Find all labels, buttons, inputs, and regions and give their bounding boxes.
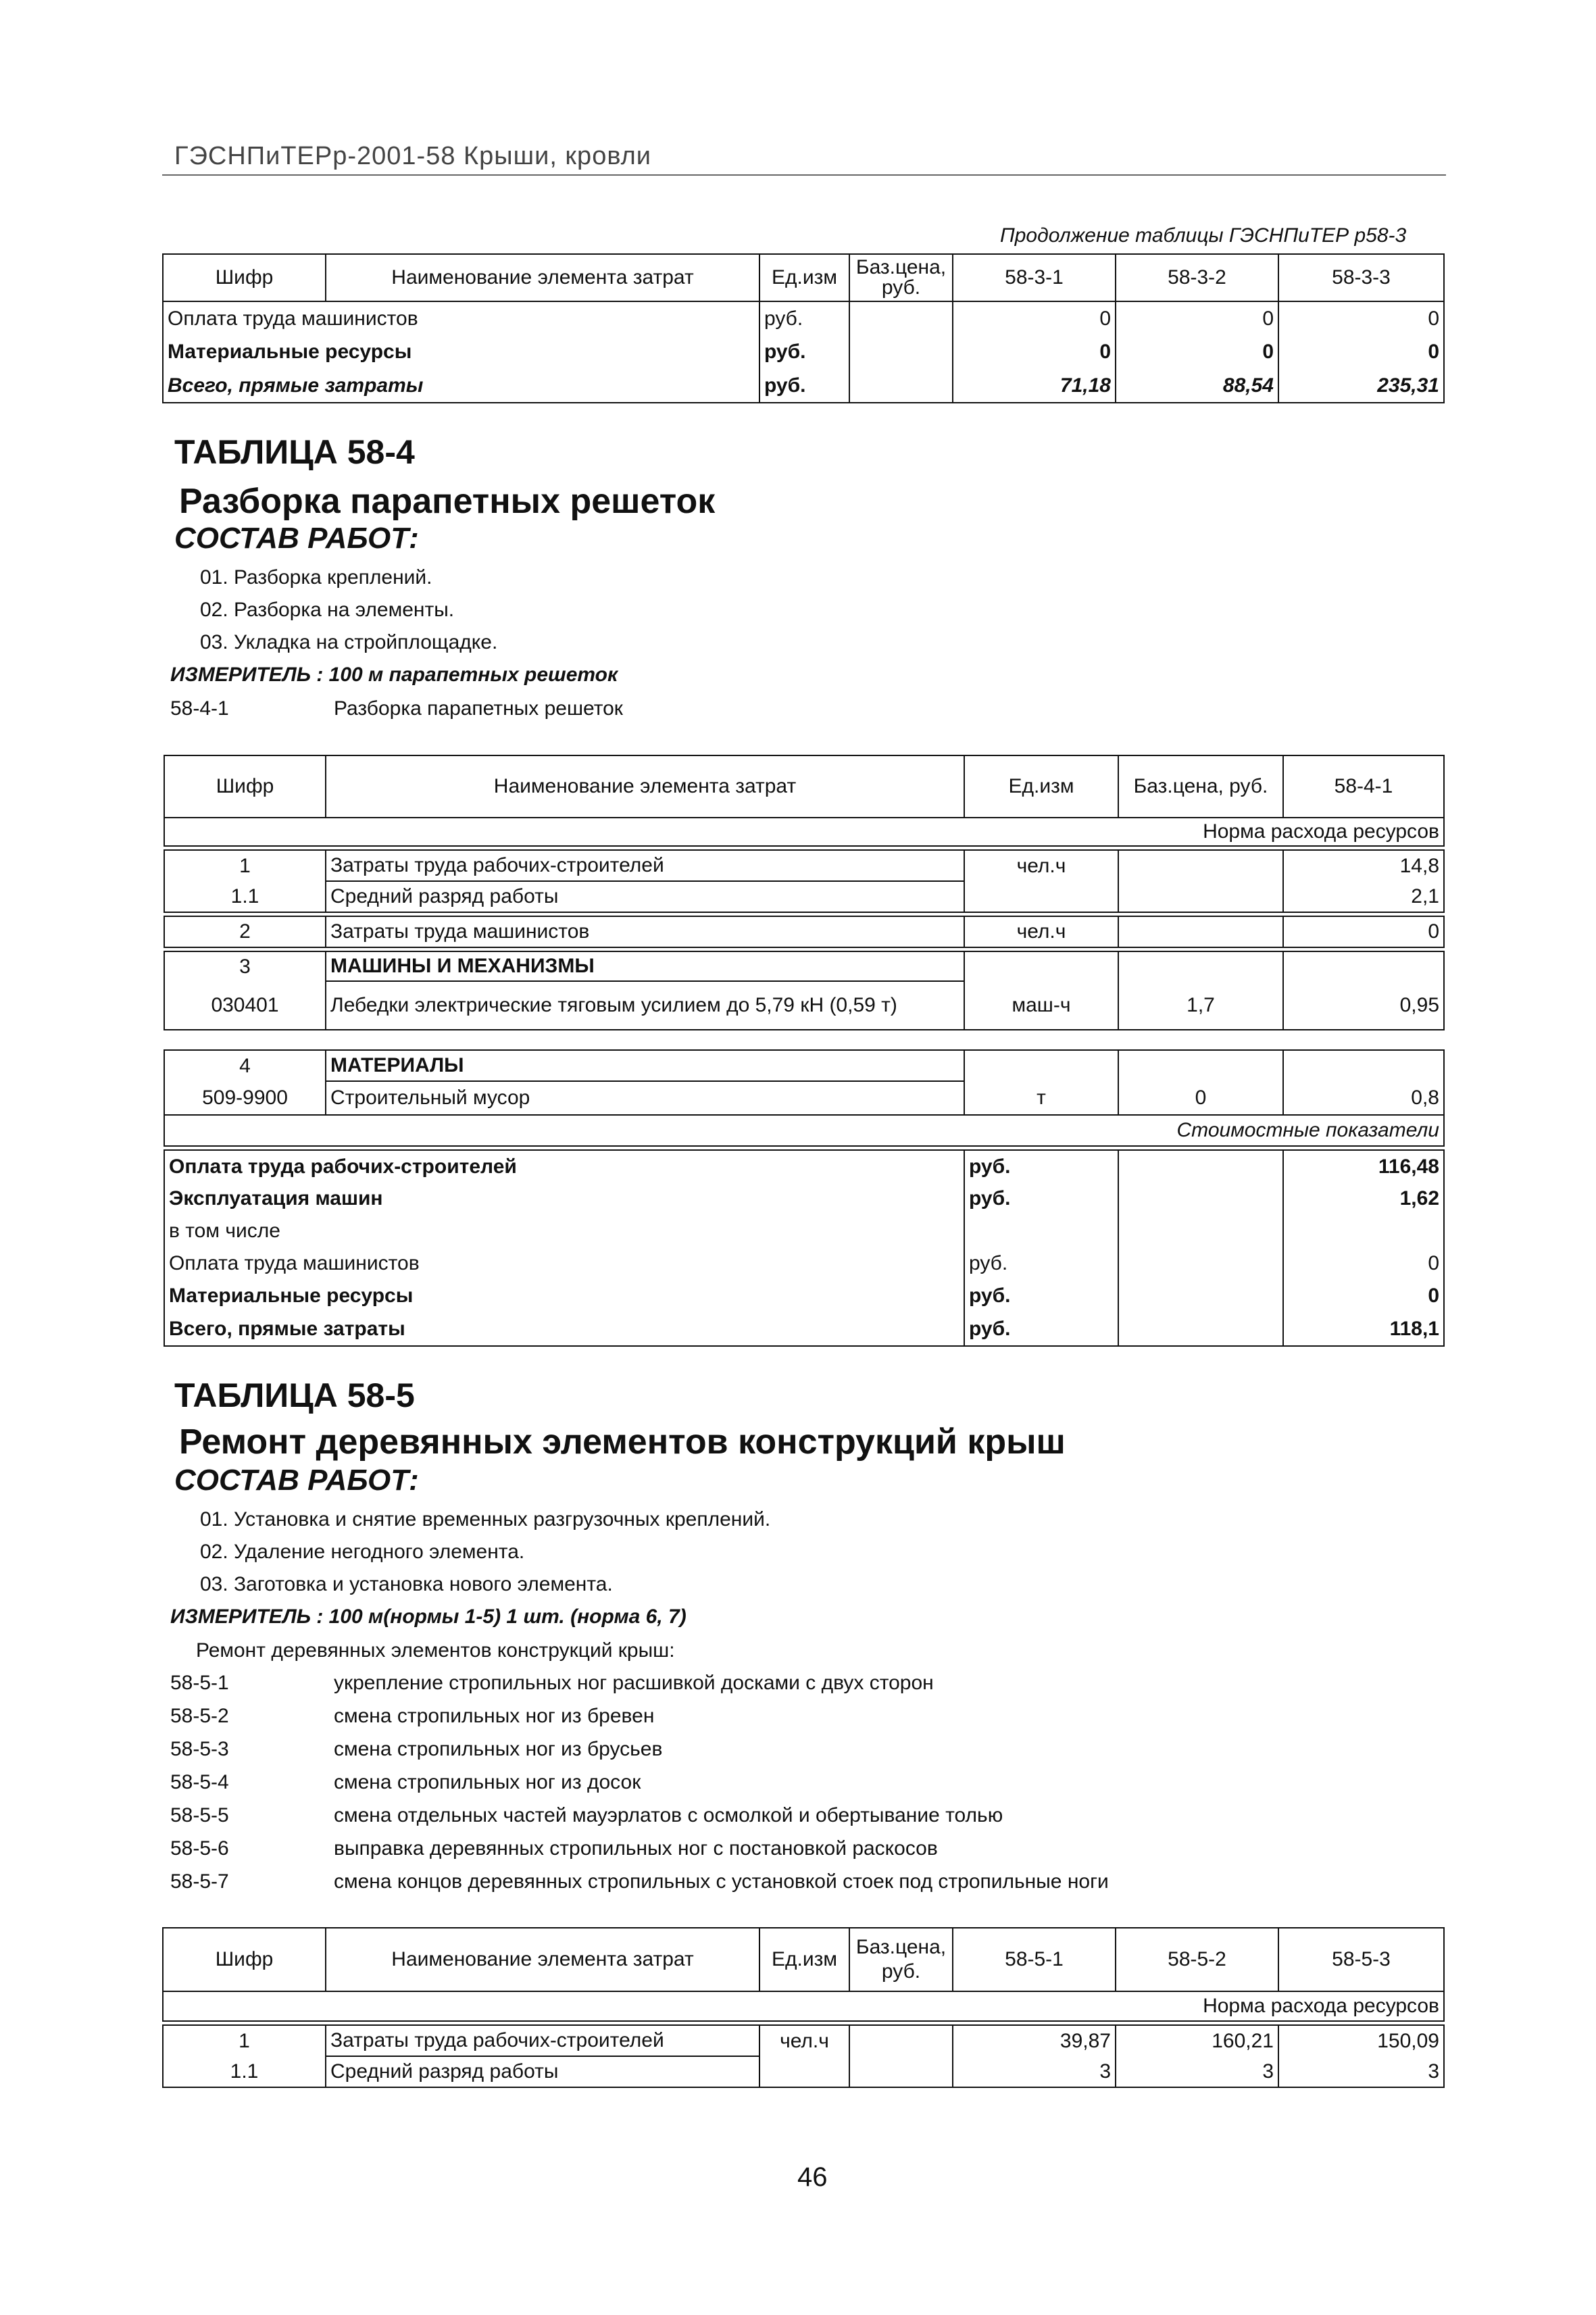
row-value: 160,21 (1116, 2025, 1278, 2056)
row-code: 1.1 (164, 881, 326, 912)
table-58-4 (164, 755, 1445, 1347)
col-unit: Ед.изм (759, 254, 849, 301)
row-price (1118, 850, 1283, 881)
row-price (1118, 1215, 1283, 1247)
row-unit (964, 881, 1118, 912)
row-value: 0 (953, 335, 1116, 369)
code-item: 58-5-4 (170, 1771, 229, 1793)
table-row (164, 1150, 1444, 1183)
row-price: 1,7 (1118, 981, 1283, 1030)
code-item: 58-5-3 (170, 1738, 229, 1760)
row-code: 1 (164, 850, 326, 881)
table-row (164, 1247, 1444, 1280)
table-header-row (164, 755, 1444, 818)
measure-unit: ИЗМЕРИТЕЛЬ : 100 м парапетных решеток (170, 664, 618, 686)
table-header-row (163, 1928, 1444, 1991)
table-header-row (163, 254, 1444, 301)
table-row (164, 916, 1444, 947)
row-unit (759, 2056, 849, 2087)
row-unit: руб. (964, 1312, 1118, 1346)
cost-label-row (164, 1115, 1444, 1146)
table-row (163, 369, 1444, 403)
page-number: 46 (797, 2162, 828, 2192)
row-unit (964, 951, 1118, 981)
row-price (1118, 1183, 1283, 1215)
col-58-3-1: 58-3-1 (953, 254, 1116, 301)
row-code: 1 (163, 2025, 326, 2056)
work-item: 02. Удаление негодного элемента. (200, 1541, 525, 1563)
row-price (1118, 951, 1283, 981)
table-row (164, 981, 1444, 1030)
row-value: 3 (953, 2056, 1116, 2087)
row-value (1283, 1215, 1444, 1247)
code-item-name: укрепление стропильных ног расшивкой досками с двух сторон (334, 1672, 934, 1694)
norm-label-row (164, 818, 1444, 846)
col-58-5-1: 58-5-1 (953, 1928, 1116, 1991)
row-price (849, 369, 953, 403)
row-name: Строительный мусор (326, 1081, 964, 1115)
row-name: Затраты труда машинистов (326, 916, 964, 947)
code-item: 58-5-7 (170, 1870, 229, 1893)
col-58-3-3: 58-3-3 (1278, 254, 1444, 301)
row-value: 0 (1283, 1280, 1444, 1312)
row-value: 3 (1116, 2056, 1278, 2087)
table-row (164, 1050, 1444, 1081)
table-title: Ремонт деревянных элементов конструкций крыш (179, 1422, 1066, 1462)
row-code: 3 (164, 951, 326, 981)
work-item: 01. Установка и снятие временных разгрузочных креплений. (200, 1508, 771, 1530)
table-row (164, 850, 1444, 881)
row-price (1118, 1050, 1283, 1081)
row-code: 030401 (164, 981, 326, 1030)
norm-label-row (163, 1991, 1444, 2021)
row-price (849, 2025, 953, 2056)
table-continuation-note: Продолжение таблицы ГЭСНПиТЕР р58-3 (1000, 224, 1407, 247)
row-unit: руб. (759, 369, 849, 403)
cost-label: Стоимостные показатели (164, 1115, 1444, 1146)
code-item-name: смена отдельных частей мауэрлатов с осмолкой и обертывание толью (334, 1804, 1003, 1826)
row-value: 0 (1283, 1247, 1444, 1280)
col-shifr: Шифр (164, 755, 326, 818)
row-value: 0,8 (1283, 1081, 1444, 1115)
row-unit: т (964, 1081, 1118, 1115)
work-item: 01. Разборка креплений. (200, 566, 432, 589)
code-item-name: смена стропильных ног из бревен (334, 1705, 655, 1727)
row-price: 0 (1118, 1081, 1283, 1115)
table-row (164, 1183, 1444, 1215)
col-name: Наименование элемента затрат (326, 755, 964, 818)
row-value: 0 (1116, 335, 1278, 369)
code-item-name: смена стропильных ног из брусьев (334, 1738, 663, 1760)
col-shifr: Шифр (163, 1928, 326, 1991)
col-58-3-2: 58-3-2 (1116, 254, 1278, 301)
row-value: 0 (1278, 335, 1444, 369)
row-name: МАШИНЫ И МЕХАНИЗМЫ (326, 951, 964, 981)
sostav-heading: СОСТАВ РАБОТ: (174, 522, 419, 555)
code-item: 58-5-2 (170, 1705, 229, 1727)
row-unit: руб. (964, 1247, 1118, 1280)
table-row (164, 1280, 1444, 1312)
row-value: 14,8 (1283, 850, 1444, 881)
row-name: Эксплуатация машин (164, 1183, 964, 1215)
row-value (1283, 1050, 1444, 1081)
col-58-5-3: 58-5-3 (1278, 1928, 1444, 1991)
row-price (1118, 1312, 1283, 1346)
row-code: 2 (164, 916, 326, 947)
row-unit: чел.ч (964, 850, 1118, 881)
table-number: ТАБЛИЦА 58-4 (174, 433, 415, 471)
row-unit: руб. (964, 1280, 1118, 1312)
code-item: 58-5-1 (170, 1672, 229, 1694)
table-row (164, 881, 1444, 912)
table-title: Разборка парапетных решеток (179, 482, 716, 521)
row-unit: руб. (759, 301, 849, 335)
col-58-4-1: 58-4-1 (1283, 755, 1444, 818)
header-divider (162, 174, 1446, 176)
row-value: 150,09 (1278, 2025, 1444, 2056)
col-price: Баз.цена, руб. (849, 1928, 953, 1991)
row-value: 39,87 (953, 2025, 1116, 2056)
code-item-name: Разборка парапетных решеток (334, 697, 623, 720)
row-value: 0 (1278, 301, 1444, 335)
table-row (163, 2025, 1444, 2056)
row-name: Материальные ресурсы (164, 1280, 964, 1312)
row-value: 0,95 (1283, 981, 1444, 1030)
row-unit: руб. (964, 1150, 1118, 1183)
col-unit: Ед.изм (759, 1928, 849, 1991)
row-value: 71,18 (953, 369, 1116, 403)
code-item: 58-5-5 (170, 1804, 229, 1826)
row-price (1118, 1280, 1283, 1312)
row-name: Оплата труда машинистов (163, 301, 759, 335)
row-unit (964, 1215, 1118, 1247)
code-item: 58-4-1 (170, 697, 229, 720)
row-value: 0 (953, 301, 1116, 335)
table-row (163, 335, 1444, 369)
row-value: 118,1 (1283, 1312, 1444, 1346)
row-name: Затраты труда рабочих-строителей (326, 2025, 759, 2056)
row-unit: чел.ч (759, 2025, 849, 2056)
row-value: 116,48 (1283, 1150, 1444, 1183)
row-unit (964, 1050, 1118, 1081)
row-value: 0 (1116, 301, 1278, 335)
row-unit: руб. (759, 335, 849, 369)
row-code: 4 (164, 1050, 326, 1081)
row-code: 509-9900 (164, 1081, 326, 1115)
row-value: 2,1 (1283, 881, 1444, 912)
col-name: Наименование элемента затрат (326, 1928, 759, 1991)
norm-label: Норма расхода ресурсов (164, 818, 1444, 846)
row-value: 0 (1283, 916, 1444, 947)
spacer-row (164, 1030, 1444, 1050)
col-unit: Ед.изм (964, 755, 1118, 818)
table-row (164, 1081, 1444, 1115)
row-unit: маш-ч (964, 981, 1118, 1030)
measure-unit: ИЗМЕРИТЕЛЬ : 100 м(нормы 1-5) 1 шт. (норма 6, 7) (170, 1605, 687, 1628)
row-value: 1,62 (1283, 1183, 1444, 1215)
list-intro: Ремонт деревянных элементов конструкций крыш: (196, 1639, 675, 1662)
work-item: 03. Заготовка и установка нового элемента. (200, 1573, 613, 1595)
row-name: Всего, прямые затраты (164, 1312, 964, 1346)
row-code: 1.1 (163, 2056, 326, 2087)
work-item: 03. Укладка на стройплощадке. (200, 631, 498, 653)
row-name: Затраты труда рабочих-строителей (326, 850, 964, 881)
row-price (1118, 1150, 1283, 1183)
row-value: 235,31 (1278, 369, 1444, 403)
table-row (163, 2056, 1444, 2087)
row-unit: руб. (964, 1183, 1118, 1215)
table-row (163, 301, 1444, 335)
row-value: 3 (1278, 2056, 1444, 2087)
col-shifr: Шифр (163, 254, 326, 301)
row-value (1283, 951, 1444, 981)
row-price (1118, 881, 1283, 912)
row-price (849, 301, 953, 335)
row-name: Лебедки электрические тяговым усилием до 5,79 кН (0,59 т) (326, 981, 964, 1030)
table-58-5 (162, 1927, 1445, 2088)
row-price (849, 2056, 953, 2087)
code-item-name: выправка деревянных стропильных ног с постановкой раскосов (334, 1837, 938, 1860)
row-price (849, 335, 953, 369)
row-price (1118, 1247, 1283, 1280)
page-header: ГЭСНПиТЕРр-2001-58 Крыши, кровли (174, 142, 652, 170)
row-name: Средний разряд работы (326, 881, 964, 912)
col-price: Баз.цена, руб. (1118, 755, 1283, 818)
row-name: Всего, прямые затраты (163, 369, 759, 403)
table-row (164, 1215, 1444, 1247)
col-58-5-2: 58-5-2 (1116, 1928, 1278, 1991)
norm-label: Норма расхода ресурсов (163, 1991, 1444, 2021)
code-item: 58-5-6 (170, 1837, 229, 1860)
table-58-3 (162, 253, 1445, 403)
table-row (164, 951, 1444, 981)
row-name: Средний разряд работы (326, 2056, 759, 2087)
row-name: Оплата труда рабочих-строителей (164, 1150, 964, 1183)
code-item-name: смена концов деревянных стропильных с установкой стоек под стропильные ноги (334, 1870, 1109, 1893)
table-row (164, 1312, 1444, 1346)
row-price (1118, 916, 1283, 947)
col-price: Баз.цена, руб. (849, 254, 953, 301)
row-name: Материальные ресурсы (163, 335, 759, 369)
sostav-heading: СОСТАВ РАБОТ: (174, 1464, 419, 1497)
code-item-name: смена стропильных ног из досок (334, 1771, 641, 1793)
row-value: 88,54 (1116, 369, 1278, 403)
row-unit: чел.ч (964, 916, 1118, 947)
row-name: в том числе (164, 1215, 964, 1247)
work-item: 02. Разборка на элементы. (200, 599, 455, 621)
row-name: МАТЕРИАЛЫ (326, 1050, 964, 1081)
row-name: Оплата труда машинистов (164, 1247, 964, 1280)
col-name: Наименование элемента затрат (326, 254, 759, 301)
table-number: ТАБЛИЦА 58-5 (174, 1376, 415, 1414)
